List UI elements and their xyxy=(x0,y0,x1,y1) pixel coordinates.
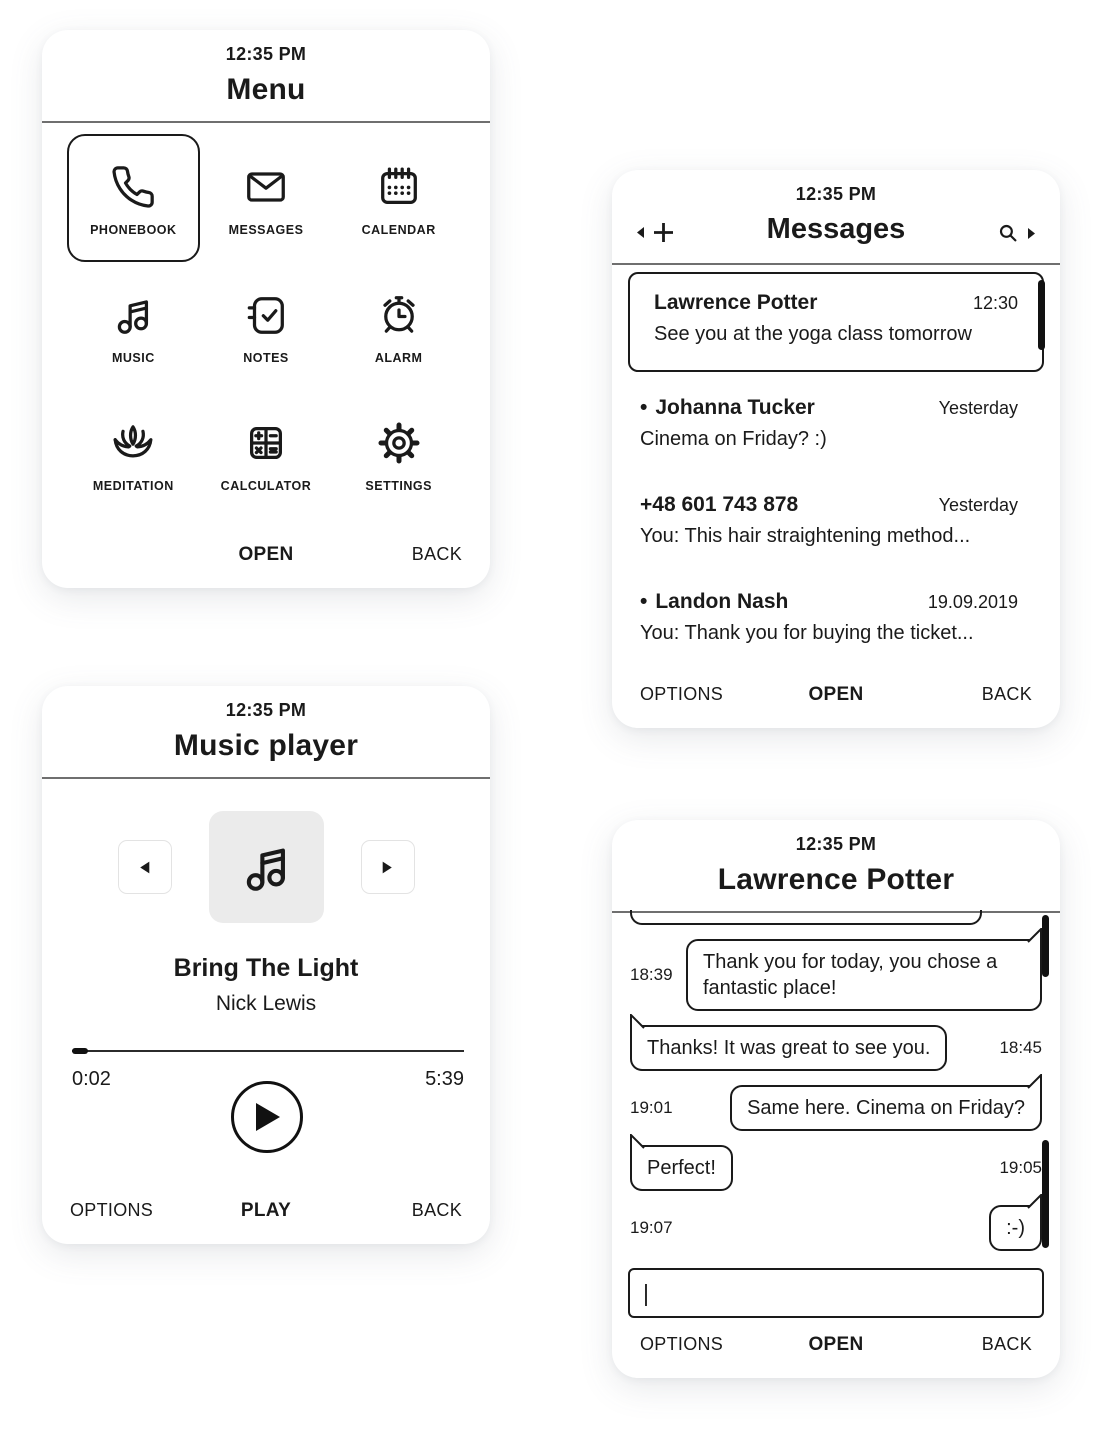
message-time: 19:01 xyxy=(630,1098,673,1117)
softkey-open[interactable]: OPEN xyxy=(238,544,294,565)
scrollbar[interactable] xyxy=(1038,280,1045,350)
thread-name: Landon Nash xyxy=(655,590,789,613)
softkey-back[interactable]: BACK xyxy=(411,544,462,564)
thread-preview: See you at the yoga class tomorrow xyxy=(654,323,972,345)
message-time: 18:39 xyxy=(630,965,673,984)
message-row xyxy=(630,939,1042,1011)
music-note-icon xyxy=(237,838,295,896)
thread-item[interactable] xyxy=(628,396,1044,451)
app-music[interactable] xyxy=(67,262,200,390)
page-title: Lawrence Potter xyxy=(717,863,955,896)
message-bubble: :-) xyxy=(989,1205,1042,1251)
clock: 12:35 PM xyxy=(795,184,877,204)
header-divider xyxy=(612,263,1060,265)
header-divider xyxy=(42,777,490,779)
new-message-button[interactable] xyxy=(636,221,675,244)
next-track-button[interactable] xyxy=(361,840,415,894)
softkey-options[interactable]: OPTIONS xyxy=(640,1334,724,1354)
search-button[interactable] xyxy=(996,221,1036,246)
page-title: Messages xyxy=(766,213,906,245)
softkey-play[interactable]: PLAY xyxy=(240,1200,292,1221)
album-art xyxy=(209,811,324,923)
calendar-icon xyxy=(376,160,422,214)
track-artist: Nick Lewis xyxy=(215,992,317,1015)
track-selector xyxy=(42,811,490,923)
message-bubble: Thank you for today, you chose a fantastic place! xyxy=(686,939,1042,1011)
thread-time: 12:30 xyxy=(972,293,1018,313)
music-note-icon xyxy=(110,288,156,342)
message-bubble-partial xyxy=(630,910,982,925)
thread-preview: Cinema on Friday? :) xyxy=(640,428,827,450)
message-time: 19:05 xyxy=(999,1158,1042,1177)
app-label: SETTINGS xyxy=(365,478,432,493)
message-row xyxy=(630,1085,1042,1131)
envelope-icon xyxy=(243,160,289,214)
music-player-screen xyxy=(42,686,490,1244)
softkey-options[interactable]: OPTIONS xyxy=(70,1200,154,1220)
message-bubble: Same here. Cinema on Friday? xyxy=(730,1085,1042,1131)
bubble-fold xyxy=(1027,928,1042,943)
app-notes[interactable] xyxy=(200,262,333,390)
app-messages[interactable] xyxy=(200,134,333,262)
app-label: NOTES xyxy=(243,350,289,365)
thread-item[interactable] xyxy=(628,590,1044,645)
progress-track xyxy=(72,1050,464,1052)
softkey-back[interactable]: BACK xyxy=(411,1200,462,1220)
unread-dot: • xyxy=(640,590,648,613)
play-button[interactable] xyxy=(231,1081,303,1153)
message-row xyxy=(630,1025,1042,1071)
softkey-bar xyxy=(612,1334,1060,1358)
message-row xyxy=(630,1145,1042,1191)
unread-dot: • xyxy=(640,396,648,419)
calculator-icon xyxy=(243,416,289,470)
softkey-bar xyxy=(42,1200,490,1224)
thread-item[interactable] xyxy=(628,493,1044,548)
track-title: Bring The Light xyxy=(173,954,359,982)
app-grid xyxy=(67,134,465,518)
bubble-fold xyxy=(1027,1074,1042,1089)
elapsed-time: 0:02 xyxy=(72,1068,111,1090)
thread-name: +48 601 743 878 xyxy=(640,493,799,516)
chat-history xyxy=(630,910,1042,1251)
page-title: Music player xyxy=(173,729,359,762)
chat-screen xyxy=(612,820,1060,1378)
clock: 12:35 PM xyxy=(795,834,877,854)
bubble-fold xyxy=(630,1134,645,1149)
scrollbar[interactable] xyxy=(1042,1140,1049,1248)
softkey-back[interactable]: BACK xyxy=(981,1334,1032,1354)
thread-name: Lawrence Potter xyxy=(654,291,818,314)
app-alarm[interactable] xyxy=(332,262,465,390)
notes-icon xyxy=(243,288,289,342)
scrollbar[interactable] xyxy=(1042,915,1049,977)
thread-time: Yesterday xyxy=(938,398,1018,418)
text-cursor: | xyxy=(643,1279,649,1306)
left-triangle-icon xyxy=(138,860,151,875)
message-bubble: Thanks! It was great to see you. xyxy=(630,1025,947,1071)
softkey-options[interactable]: OPTIONS xyxy=(640,684,724,704)
app-label: MEDITATION xyxy=(92,478,174,493)
app-calendar[interactable] xyxy=(332,134,465,262)
app-label: MESSAGES xyxy=(228,222,304,237)
left-arrow-icon xyxy=(636,226,645,239)
app-label: CALENDAR xyxy=(361,222,436,237)
progress-slider[interactable] xyxy=(72,1048,464,1054)
softkey-open[interactable]: OPEN xyxy=(808,1334,864,1355)
right-arrow-icon xyxy=(1027,227,1036,240)
total-time: 5:39 xyxy=(425,1068,464,1090)
message-bubble: Perfect! xyxy=(630,1145,733,1191)
app-phonebook[interactable] xyxy=(67,134,200,262)
app-settings[interactable] xyxy=(332,390,465,518)
app-label: CALCULATOR xyxy=(220,478,312,493)
bubble-fold xyxy=(630,1014,645,1029)
app-label: PHONEBOOK xyxy=(90,222,177,237)
thread-time: 19.09.2019 xyxy=(927,592,1018,612)
messages-screen xyxy=(612,170,1060,728)
previous-track-button[interactable] xyxy=(118,840,172,894)
page-title: Menu xyxy=(226,73,306,106)
thread-time: Yesterday xyxy=(938,495,1018,515)
thread-list xyxy=(628,272,1044,645)
message-row xyxy=(630,1205,1042,1251)
clock: 12:35 PM xyxy=(225,700,307,720)
menu-screen xyxy=(42,30,490,588)
softkey-bar xyxy=(42,544,490,568)
messages-header xyxy=(612,213,1060,253)
bubble-fold xyxy=(1027,1194,1042,1209)
alarm-clock-icon xyxy=(376,288,422,342)
message-input[interactable] xyxy=(628,1268,1044,1318)
clock: 12:35 PM xyxy=(225,44,307,64)
thread-preview: You: Thank you for buying the ticket... xyxy=(640,622,974,644)
plus-icon xyxy=(652,221,675,244)
app-calculator[interactable] xyxy=(200,390,333,518)
phone-icon xyxy=(110,160,156,214)
message-time: 19:07 xyxy=(630,1218,673,1237)
gear-icon xyxy=(376,416,422,470)
app-meditation[interactable] xyxy=(67,390,200,518)
right-triangle-icon xyxy=(381,860,394,875)
message-time: 18:45 xyxy=(999,1038,1042,1057)
play-icon xyxy=(252,1101,282,1133)
thread-preview: You: This hair straightening method... xyxy=(640,525,971,547)
lotus-icon xyxy=(110,416,156,470)
app-label: ALARM xyxy=(374,350,423,365)
progress-thumb[interactable] xyxy=(72,1048,88,1054)
softkey-back[interactable]: BACK xyxy=(981,684,1032,704)
header-divider xyxy=(42,121,490,123)
search-icon xyxy=(996,221,1021,246)
app-label: MUSIC xyxy=(111,350,155,365)
softkey-bar xyxy=(612,684,1060,708)
softkey-open[interactable]: OPEN xyxy=(808,684,864,705)
thread-item-selected[interactable] xyxy=(628,272,1044,372)
thread-name: Johanna Tucker xyxy=(655,396,815,419)
